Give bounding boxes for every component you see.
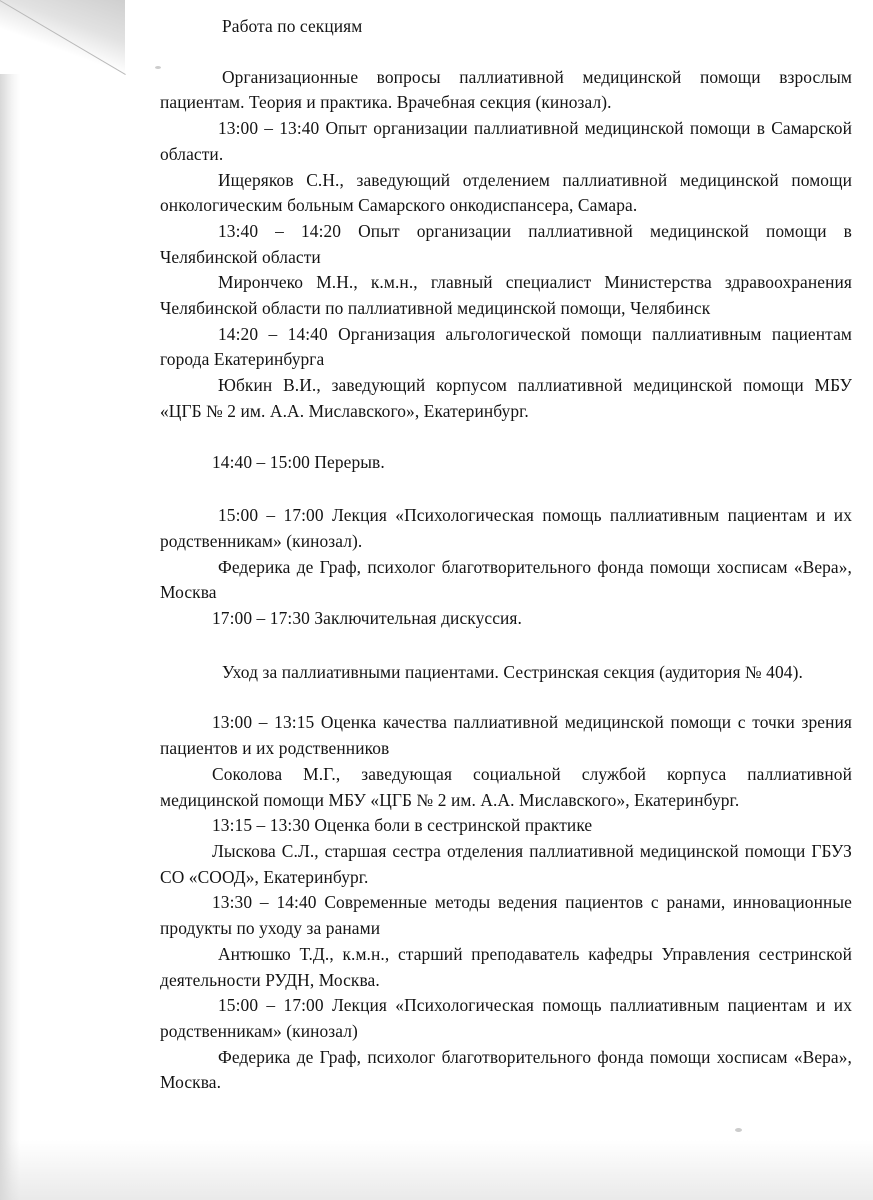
section-heading-nurses: Уход за паллиативными пациентами. Сестринская секция (аудитория № 404). — [222, 661, 803, 682]
item-speaker: Мирончеко М.Н., к.м.н., главный специалист Министерства здравоохранения Челябинской области по паллиативной медицинской помощи, Челябинск — [160, 272, 852, 319]
item-speaker: Федерика де Граф, психолог благотворительного фонда помощи хосписам «Вера», Москва. — [160, 1046, 852, 1093]
document-body — [160, 14, 852, 1096]
item-time-title: 14:20 – 14:40 Организация альгологической помощи паллиативным пациентам города Екатеринбурга — [160, 323, 852, 370]
item-time-title: 13:40 – 14:20 Опыт организации паллиативной медицинской помощи в Челябинской области — [160, 220, 852, 267]
document-title: Работа по секциям — [222, 16, 363, 36]
item-speaker: Лыскова С.Л., старшая сестра отделения паллиативной медицинской помощи ГБУЗ СО «СООД», Екатеринбург. — [160, 840, 852, 887]
spacer — [160, 475, 852, 503]
scan-left-edge-shadow — [0, 0, 20, 1200]
item-speaker: Юбкин В.И., заведующий корпусом паллиативной медицинской помощи МБУ «ЦГБ № 2 им. А.А. Миславского», Екатеринбург. — [160, 375, 852, 421]
item-speaker: Антюшко Т.Д., к.м.н., старший преподаватель кафедры Управления сестринской деятельности РУДН, Москва. — [160, 943, 852, 990]
item-time-title: 13:30 – 14:40 Современные методы ведения пациентов с ранами, инновационные продукты по уходу за ранами — [160, 892, 852, 939]
item-time-title: 13:00 – 13:15 Оценка качества паллиативной медицинской помощи с точки зрения пациентов и их родственников — [160, 712, 852, 759]
item-time-title: 17:00 – 17:30 Заключительная дискуссия. — [212, 608, 522, 629]
scan-speck — [735, 1128, 742, 1132]
item-time-title: 15:00 – 17:00 Лекция «Психологическая помощь паллиативным пациентам и их родственникам» (кинозал) — [160, 995, 852, 1041]
spacer — [160, 632, 852, 660]
spacer — [160, 40, 852, 65]
break-line: 14:40 – 15:00 Перерыв. — [212, 451, 385, 472]
item-speaker: Федерика де Граф, психолог благотворительного фонда помощи хосписам «Вера», Москва — [160, 556, 852, 603]
scan-folded-corner — [0, 0, 125, 74]
item-time-title: 13:15 – 13:30 Оценка боли в сестринской практике — [212, 815, 593, 836]
spacer — [160, 685, 852, 710]
item-time-title: 13:00 – 13:40 Опыт организации паллиативной медицинской помощи в Самарской области. — [160, 118, 852, 164]
item-speaker: Ищеряков С.Н., заведующий отделением паллиативной медицинской помощи онкологическим больным Самарского онкодиспансера, Самара. — [160, 169, 852, 216]
item-time-title: 15:00 – 17:00 Лекция «Психологическая помощь паллиативным пациентам и их родственникам» (кинозал). — [160, 505, 852, 551]
spacer — [160, 425, 852, 450]
scan-bottom-shadow — [0, 1140, 873, 1200]
item-speaker: Соколова М.Г., заведующая социальной службой корпуса паллиативной медицинской помощи МБУ «ЦГБ № 2 им. А.А. Миславского», Екатеринбург. — [160, 763, 852, 810]
section-heading-doctors: Организационные вопросы паллиативной медицинской помощи взрослым пациентам. Теория и практика. Врачебная секция (кинозал). — [160, 66, 852, 113]
